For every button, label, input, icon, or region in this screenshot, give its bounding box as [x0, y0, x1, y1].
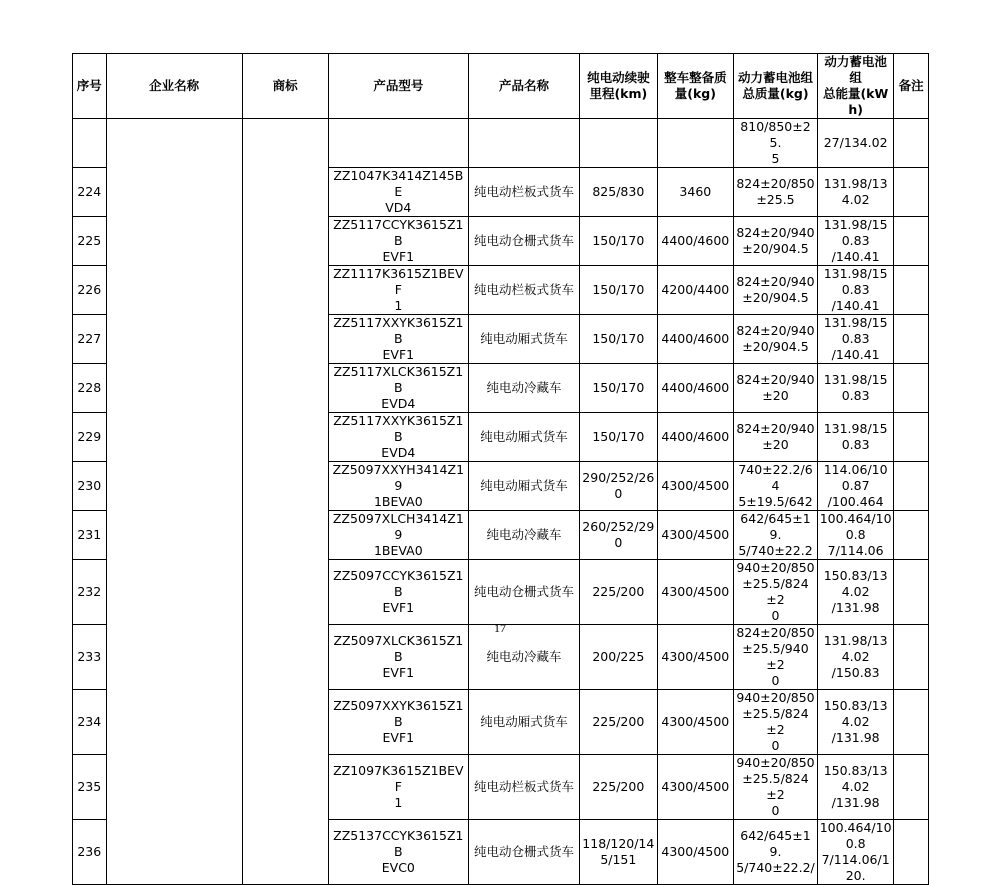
cell-mass: 4400/4600 — [657, 217, 733, 266]
cell-battery-energy: 131.98/150.83 /140.41 — [817, 315, 893, 364]
cell-range: 225/200 — [580, 560, 658, 625]
cell-range: 150/170 — [580, 266, 658, 315]
cell-battery-mass: 824±20/940 ±20 — [734, 364, 818, 413]
cell-range: 150/170 — [580, 413, 658, 462]
cell-range: 150/170 — [580, 315, 658, 364]
cell-battery-energy: 100.464/100.8 7/114.06/120. — [817, 820, 893, 885]
cell-remark — [894, 217, 929, 266]
cell-battery-energy: 150.83/134.02 /131.98 — [817, 755, 893, 820]
cell-model: ZZ5097XXYH3414Z19 1BEVA0 — [328, 462, 468, 511]
cell-mass: 4300/4500 — [657, 690, 733, 755]
cell-battery-mass: 824±20/940 ±20/904.5 — [734, 217, 818, 266]
header-brand: 商标 — [242, 54, 328, 119]
cell-mass: 4300/4500 — [657, 511, 733, 560]
cell-product: 纯电动厢式货车 — [469, 315, 580, 364]
cell-model: ZZ1117K3615Z1BEVF 1 — [328, 266, 468, 315]
cell-remark — [894, 168, 929, 217]
cell-range: 118/120/14 5/151 — [580, 820, 658, 885]
cell-battery-mass: 824±20/940 ±20/904.5 — [734, 315, 818, 364]
cell-range: 150/170 — [580, 217, 658, 266]
cell-seq: 230 — [73, 462, 107, 511]
cell-remark — [894, 755, 929, 820]
cell-battery-mass: 824±20/850 ±25.5/940±2 0 — [734, 625, 818, 690]
cell-range: 225/200 — [580, 690, 658, 755]
cell-battery-energy: 150.83/134.02 /131.98 — [817, 560, 893, 625]
cell-battery-energy: 100.464/100.8 7/114.06 — [817, 511, 893, 560]
cell-model: ZZ5117CCYK3615Z1B EVF1 — [328, 217, 468, 266]
cell-product: 纯电动厢式货车 — [469, 690, 580, 755]
cell-battery-energy: 131.98/134.02 /150.83 — [817, 625, 893, 690]
cell-remark — [894, 119, 929, 168]
vehicle-catalog-table — [72, 53, 929, 885]
cell-product: 纯电动仓栅式货车 — [469, 560, 580, 625]
cell-model: ZZ1047K3414Z145BE VD4 — [328, 168, 468, 217]
cell-model: ZZ5097XLCH3414Z19 1BEVA0 — [328, 511, 468, 560]
cell-mass: 4300/4500 — [657, 820, 733, 885]
header-battery-mass: 动力蓄电池组 总质量(kg) — [734, 54, 818, 119]
table-row — [73, 119, 929, 168]
cell-battery-energy: 150.83/134.02 /131.98 — [817, 690, 893, 755]
header-mass: 整车整备质 量(kg) — [657, 54, 733, 119]
header-model: 产品型号 — [328, 54, 468, 119]
cell-seq: 227 — [73, 315, 107, 364]
cell-battery-mass: 940±20/850 ±25.5/824±2 0 — [734, 560, 818, 625]
table-header-row — [73, 54, 929, 119]
cell-battery-energy: 131.98/134.02 — [817, 168, 893, 217]
cell-battery-mass: 824±20/940 ±20 — [734, 413, 818, 462]
cell-product — [469, 119, 580, 168]
cell-remark — [894, 266, 929, 315]
cell-battery-mass: 642/645±19. 5/740±22.2/ — [734, 820, 818, 885]
cell-battery-mass: 940±20/850 ±25.5/824±2 0 — [734, 755, 818, 820]
cell-product: 纯电动仓栅式货车 — [469, 217, 580, 266]
header-range: 纯电动续驶 里程(km) — [580, 54, 658, 119]
cell-seq: 233 — [73, 625, 107, 690]
cell-range: 825/830 — [580, 168, 658, 217]
cell-model — [328, 119, 468, 168]
cell-battery-energy: 131.98/150.83 — [817, 413, 893, 462]
cell-mass: 4300/4500 — [657, 462, 733, 511]
cell-mass: 4300/4500 — [657, 560, 733, 625]
cell-seq: 231 — [73, 511, 107, 560]
cell-range: 260/252/29 0 — [580, 511, 658, 560]
cell-product: 纯电动厢式货车 — [469, 413, 580, 462]
cell-company — [106, 119, 242, 885]
cell-battery-energy: 131.98/150.83 /140.41 — [817, 217, 893, 266]
page-number: 17 — [494, 621, 506, 635]
cell-seq: 225 — [73, 217, 107, 266]
cell-mass: 4400/4600 — [657, 413, 733, 462]
cell-battery-mass: 824±20/940 ±20/904.5 — [734, 266, 818, 315]
cell-seq: 236 — [73, 820, 107, 885]
cell-seq — [73, 119, 107, 168]
cell-product: 纯电动栏板式货车 — [469, 755, 580, 820]
cell-model: ZZ5117XXYK3615Z1B EVF1 — [328, 315, 468, 364]
cell-remark — [894, 560, 929, 625]
header-remark: 备注 — [894, 54, 929, 119]
cell-mass — [657, 119, 733, 168]
header-product: 产品名称 — [469, 54, 580, 119]
cell-mass: 4400/4600 — [657, 315, 733, 364]
cell-remark — [894, 690, 929, 755]
cell-remark — [894, 315, 929, 364]
cell-product: 纯电动冷藏车 — [469, 364, 580, 413]
cell-range: 150/170 — [580, 364, 658, 413]
cell-seq: 229 — [73, 413, 107, 462]
cell-remark — [894, 364, 929, 413]
cell-brand — [242, 119, 328, 885]
cell-seq: 232 — [73, 560, 107, 625]
cell-remark — [894, 462, 929, 511]
cell-product: 纯电动栏板式货车 — [469, 266, 580, 315]
cell-battery-mass: 810/850±25. 5 — [734, 119, 818, 168]
cell-model: ZZ5097CCYK3615Z1B EVF1 — [328, 560, 468, 625]
cell-remark — [894, 413, 929, 462]
cell-mass: 4300/4500 — [657, 755, 733, 820]
cell-seq: 234 — [73, 690, 107, 755]
header-seq: 序号 — [73, 54, 107, 119]
cell-mass: 4300/4500 — [657, 625, 733, 690]
cell-remark — [894, 820, 929, 885]
header-battery-energy: 动力蓄电池组 总能量(kWh) — [817, 54, 893, 119]
cell-seq: 226 — [73, 266, 107, 315]
cell-remark — [894, 511, 929, 560]
header-company: 企业名称 — [106, 54, 242, 119]
cell-seq: 228 — [73, 364, 107, 413]
cell-model: ZZ5117XLCK3615Z1B EVD4 — [328, 364, 468, 413]
cell-battery-mass: 824±20/850 ±25.5 — [734, 168, 818, 217]
cell-seq: 235 — [73, 755, 107, 820]
cell-model: ZZ1097K3615Z1BEVF 1 — [328, 755, 468, 820]
cell-model: ZZ5137CCYK3615Z1B EVC0 — [328, 820, 468, 885]
cell-battery-mass: 642/645±19. 5/740±22.2 — [734, 511, 818, 560]
cell-battery-energy: 114.06/100.87 /100.464 — [817, 462, 893, 511]
cell-battery-energy: 27/134.02 — [817, 119, 893, 168]
cell-product: 纯电动厢式货车 — [469, 462, 580, 511]
cell-range — [580, 119, 658, 168]
cell-product: 纯电动仓栅式货车 — [469, 820, 580, 885]
cell-product: 纯电动冷藏车 — [469, 511, 580, 560]
cell-battery-mass: 740±22.2/64 5±19.5/642 — [734, 462, 818, 511]
cell-model: ZZ5097XXYK3615Z1B EVF1 — [328, 690, 468, 755]
cell-range: 200/225 — [580, 625, 658, 690]
cell-range: 290/252/26 0 — [580, 462, 658, 511]
cell-model: ZZ5117XXYK3615Z1B EVD4 — [328, 413, 468, 462]
cell-mass: 4400/4600 — [657, 364, 733, 413]
cell-seq: 224 — [73, 168, 107, 217]
cell-product: 纯电动冷藏车 — [469, 625, 580, 690]
cell-mass: 3460 — [657, 168, 733, 217]
cell-mass: 4200/4400 — [657, 266, 733, 315]
cell-battery-energy: 131.98/150.83 /140.41 — [817, 266, 893, 315]
cell-battery-mass: 940±20/850 ±25.5/824±2 0 — [734, 690, 818, 755]
cell-model: ZZ5097XLCK3615Z1B EVF1 — [328, 625, 468, 690]
cell-battery-energy: 131.98/150.83 — [817, 364, 893, 413]
cell-product: 纯电动栏板式货车 — [469, 168, 580, 217]
cell-range: 225/200 — [580, 755, 658, 820]
